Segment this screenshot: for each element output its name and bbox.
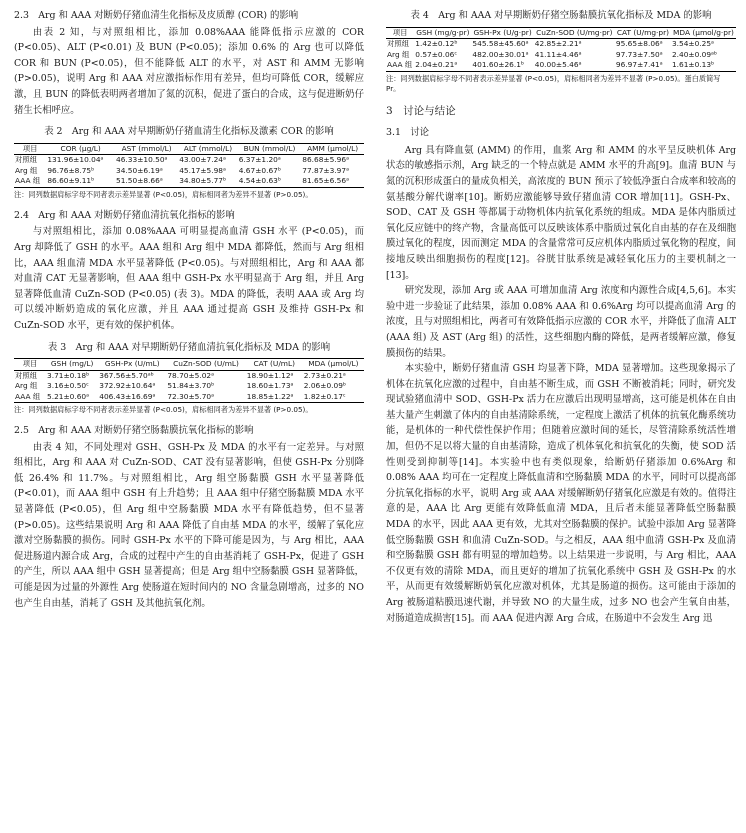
discussion-paragraph: 本实验中，断奶仔猪血清 GSH 均显著下降，MDA 显著增加。这些现象揭示了机体在抗氧化应激的过程中，自由基不断生成，而 GSH 不断被消耗；同时，研究发现试验猪血清中 SOD、GSH-Px 活力在应激后出现明显增高，这可能是机体在自由基大量产生刺激了体内的自由基清除系统，一定程度上激活了机体的抗氧化酶系统功能，是机体的一种代偿性保护作用；但随着应激时间的延长，尽管清除系统活性增加，但仍不足以将大量的自由基清除，造成了机体氧化和抗氧化的失衡，使 SOD 活性则受到抑制等[14]。本实验中也有类似现象，给断奶仔猪添加 0.6%Arg 和 0.08% AAA 均可在一定程度上降低血清和空肠黏膜 MDA 的水平，同时可以提高部分抗氧化指标的水平，说明 Arg 或 AAA 对缓解断奶仔猪氧化应激是有效的。值得注意的是，AAA 比 Arg 更能有效降低血清 MDA，且后者未能显著降低空肠黏膜 MDA 的水平，因此 AAA 更有效，尤其对空肠黏膜的保护。试验中添加 Arg 显著降低空肠黏膜 GSH 和血清 CuZn-SOD。与之相反，AAA 组中血清 GSH-Px 及血清和空肠黏膜 GSH 都有明显的增加趋势。以上结果进一步说明，与 Arg 相比，AAA 不仅更有效的清除 MDA，而且更好的增加了抗氧化系统中 GSH 及 GSH-Px 的水平，从而更有效缓解断奶氧化应激对机体，尤其是肠道的损伤。这可能由于添加的 Arg 被肠道粘膜迅速代谢，并导致 NO 的大量生成，过多 NO 也会产生氧自由基，对肠道造成损害[15]。而 AAA 促进内源 Arg 合成，在肠道中不会发生 Arg 迅	[386, 363, 736, 624]
table-4-caption: 表 4 Arg 和 AAA 对早期断奶仔猪空肠黏膜抗氧化指标及 MDA 的影响	[410, 10, 712, 21]
table-4-note: 注：同列数据肩标字母不同者表示差异显著 (P<0.05)，肩标相同者为差异不显著 (P>0.05)。蛋白质简写 Pr。	[386, 73, 721, 93]
table-row	[14, 155, 364, 166]
table-row	[386, 60, 736, 71]
table-cell: 4.67±0.67ᵇ	[238, 165, 282, 175]
table-cell: Arg 组	[387, 49, 410, 59]
table-4-header: GSH (mg/g·pr)	[416, 27, 470, 37]
table-cell: 2.04±0.21ᵃ	[414, 60, 471, 71]
table-4-header: GSH-Px (U/g·pr)	[471, 27, 533, 39]
table-cell: 72.30±5.70ᵃ	[166, 392, 245, 403]
table-cell: 51.84±3.70ᵇ	[167, 381, 215, 391]
table-cell: 18.90±1.12ᵃ	[246, 370, 294, 380]
table-cell: 96.76±8.75ᵇ	[47, 165, 95, 175]
table-cell: 40.00±5.46ᵃ	[534, 60, 615, 71]
table-3-header: GSH (mg/L)	[46, 359, 98, 371]
table-cell: 18.85±1.22ᵃ	[246, 392, 303, 403]
table-3-caption: 表 3 Arg 和 AAA 对早期断奶仔猪血清抗氧化指标及 MDA 的影响	[47, 341, 331, 353]
table-cell: 5.21±0.60ᵃ	[46, 392, 98, 403]
table-row	[14, 381, 364, 392]
section-2-5-paragraph: 由表 4 知，不同处理对 GSH、GSH-Px 及 MDA 的水平有一定差异。与对照组相比，Arg 和 AAA 对 CuZn-SOD、CAT 没有显著影响，但使 GSH-Px 分别降低 26.4% 和 11.7%。与对照组相比，Arg 组空肠黏膜 GSH 水平显著降低 (P<0.01)，而 AAA 组中 GSH 有上升趋势；且 AAA 组中仔猪空肠黏膜 MDA 水平显著降低 (P<0.05)，但 Arg 组中空肠黏膜 MDA 水平有降低趋势，但不显著 (P>0.05)。这些结果说明 Arg 和 AAA 降低了自由基 MDA 的水平，缓解了氧化应激对空肠黏膜的损伤。同时 GSH-Px 水平的下降可能是因为，与 Arg 相比，AAA 促进肠道内源合成 Arg，合成的过程中产生的自由基消耗了 GSH-Px，促进了 GSH 的产生，所以 AAA 组中 GSH 显著提高；但是 Arg 组中空肠黏膜 GSH 显著降低，可能是因为过量的外源性 Arg 使肠道在短时间内的 NO 含量急剧增高，过多的 NO 也产生自由基，消耗了 GSH 及其他抗氧化剂。	[14, 441, 364, 609]
table-cell: AAA 组	[14, 392, 46, 403]
table-row	[14, 392, 364, 403]
table-cell: 对照组	[15, 370, 38, 380]
table-cell: 2.06±0.09ᵇ	[303, 381, 347, 391]
right-column	[386, 8, 736, 626]
table-cell: 对照组	[15, 155, 38, 165]
table-cell: 6.37±1.20ᵃ	[238, 155, 281, 165]
table-4-header: CAT (U/mg·pr)	[616, 27, 669, 37]
section-3-heading: 3 讨论与结论	[386, 104, 456, 117]
table-2-header: AST (mmol/L)	[115, 143, 178, 155]
table-cell: Arg 组	[15, 165, 38, 175]
table-cell: 2.40±0.09ᵃᵇ	[671, 49, 718, 59]
table-cell: 97.73±7.50ᵃ	[615, 49, 663, 59]
table-cell: 1.82±0.17ᶜ	[303, 392, 364, 403]
table-3-note: 注：同列数据肩标字母不同者表示差异显著 (P<0.05)，肩标相同者为差异不显著 (P>0.05)。	[14, 405, 313, 415]
table-4-header: 项目	[386, 27, 414, 39]
discussion-paragraph: Arg 具有降血氨 (AMM) 的作用，血浆 Arg 和 AMM 的水平呈反映机体 Arg 状态的敏感指示剂，Arg 缺乏的一个特点就是 AMM 水平的升高[9]。血清 BUN 与氮的沉积形成蛋白的量成负相关，高浓度的 BUN 预示了较低净蛋白合成率和较高的氨基酸分解代谢率[10]。断奶应激能够导致仔猪血清 COR 增加[11]。GSH-Px、SOD、CAT 及 GSH 等都属于动物机体内抗氧化系统的组成。MDA 是体内脂质过氧化反应链中的终产物，含量高低可以反映该体系中脂质过氧化自由基的存在及细胞膜过氧化的程度，因而测定 MDA 的含量常常可反应机体内脂质过氧化物的程度，间接地反映出细胞损伤的程度[12]。谷胱甘肽系统是减轻氧化压力的主要机制之一[13]。	[386, 144, 736, 281]
section-2-4-paragraph: 与对照组相比，添加 0.08%AAA 可明显提高血清 GSH 水平 (P<0.05)，而 Arg 却降低了 GSH 的水平。AAA 组和 Arg 组中 MDA 都降低，然而与 Arg 组相比，AAA 组血清 MDA 水平显著降低 (P<0.05)。与对照组相比，Arg 和 AAA 都对血清 CAT 无显著影响，但 AAA 组中 GSH-Px 水平明显高于 Arg 组，并且 Arg 显著降低血清 CuZn-SOD (P<0.05) (表 3)。MDA 的降低，表明 AAA 或 Arg 均可以缓冲断奶造成的氧化应激，并且 AAA 通过提高 GSH 及维持 GSH-Px 和 CuZn-SOD 水平，更有效的保护机体。	[14, 226, 364, 331]
section-2-4-heading: 2.4 Arg 和 AAA 对断奶仔猪血清抗氧化指标的影响	[14, 209, 235, 221]
table-cell: Arg 组	[15, 381, 38, 391]
table-cell: 77.87±3.97ᵃ	[302, 165, 349, 175]
table-cell: 86.60±9.11ᵇ	[46, 176, 115, 187]
table-cell: 42.85±2.21ᵃ	[534, 39, 582, 49]
table-cell: 372.92±10.64ᵃ	[99, 381, 156, 391]
table-row	[14, 176, 364, 187]
discussion-paragraph: 研究发现，添加 Arg 或 AAA 可增加血清 Arg 浓度和内源性合成[4,5,6]。本实验中进一步验证了此结果，添加 0.08% AAA 和 0.6%Arg 均可以提高血清 Arg 的浓度，且与对照组相比，两者可有效降低指示应激的 COR 水平，并降低了血清 ALT (AAA 组) 及 AST (Arg 组) 的活性，这些细胞内酶的降低，是两者缓解应激，修复膜损伤的结果。	[386, 285, 736, 359]
table-4	[386, 27, 736, 72]
table-3-header: 项目	[14, 359, 46, 371]
table-4-header: MDA (μmol/g·pr)	[671, 27, 736, 39]
table-cell: 34.80±5.77ᵇ	[178, 176, 238, 187]
table-cell: 401.60±26.1ᵇ	[471, 60, 533, 71]
table-cell: 4.54±0.63ᵇ	[238, 176, 302, 187]
section-2-3-heading: 2.3 Arg 和 AAA 对断奶仔猪血清生化指标及皮质醇 (COR) 的影响	[14, 10, 299, 21]
table-4-header: CuZn-SOD (U/mg·pr)	[534, 27, 615, 39]
table-cell: AAA 组	[387, 60, 413, 70]
table-cell: 3.54±0.25ᵃ	[671, 39, 714, 49]
table-cell: 545.58±45.60ᵃ	[472, 39, 529, 49]
table-cell: 367.56±5.70ᵃᵇ	[99, 370, 154, 380]
table-2-header: BUN (mmol/L)	[238, 143, 302, 155]
table-cell: 45.17±5.98ᵃ	[179, 165, 226, 175]
table-cell: 43.00±7.24ᵃ	[179, 155, 226, 165]
section-3-1-heading: 3.1 讨论	[386, 127, 430, 139]
table-cell: 对照组	[387, 39, 410, 49]
table-cell: 0.57±0.06ᶜ	[415, 49, 458, 59]
table-cell: 96.97±7.41ᵃ	[615, 60, 671, 71]
table-2-header: ALT (mmol/L)	[178, 143, 238, 155]
table-cell: 46.33±10.50ᵃ	[116, 155, 168, 165]
table-2-caption: 表 2 Arg 和 AAA 对早期断奶仔猪血清生化指标及激素 COR 的影响	[44, 126, 334, 138]
table-cell: 1.61±0.13ᵇ	[671, 60, 736, 71]
table-cell: 406.43±16.69ᵃ	[98, 392, 166, 403]
table-cell: 81.65±6.56ᵃ	[301, 176, 364, 187]
table-cell: 86.68±5.96ᵃ	[302, 155, 349, 165]
section-2-5-heading: 2.5 Arg 和 AAA 对断奶仔猪空肠黏膜抗氧化指标的影响	[14, 425, 254, 437]
table-row	[386, 39, 736, 50]
table-3-header: MDA (μmol/L)	[303, 359, 364, 371]
table-2-note: 注：同列数据肩标字母不同者表示差异显著 (P<0.05)，肩标相同者为差异不显著 (P>0.05)。	[14, 189, 313, 199]
table-cell: 78.70±5.02ᵃ	[167, 370, 215, 380]
table-cell: 34.50±6.19ᵃ	[116, 165, 163, 175]
left-column	[14, 8, 364, 611]
table-2-header: COR (μg/L)	[46, 143, 115, 155]
table-3-header: GSH-Px (U/mL)	[98, 359, 166, 371]
table-cell: 18.60±1.73ᵃ	[246, 381, 294, 391]
table-2-header: 项目	[14, 143, 46, 155]
table-row	[386, 50, 736, 61]
table-row	[14, 166, 364, 177]
table-cell: 3.16±0.50ᶜ	[47, 381, 89, 391]
section-2-3-paragraph: 由表 2 知，与对照组相比，添加 0.08%AAA 能降低指示应激的 COR (P<0.05)、ALT (P<0.01) 及 BUN (P<0.05)；添加 0.6% 的 Arg 也可以降低 COR 和 BUN (P<0.05)，但不能降低 ALT 的水平，对 AST 和 AMM 无影响 (P>0.05)，说明 Arg 和 AAA 对应激指标作用有差异，但均可降低 COR，缓解应激，且 BUN 的降低表明两者增加了氮的沉积，促进了蛋白的合成，这与促进断奶仔猪生长相呼应。	[14, 26, 364, 116]
table-3-header: CAT (U/mL)	[246, 359, 303, 371]
table-2	[14, 143, 364, 188]
table-cell: 41.11±4.46ᵃ	[534, 49, 582, 59]
table-3	[14, 358, 364, 403]
table-cell: 1.42±0.12ᵇ	[415, 39, 458, 49]
table-cell: 51.50±8.66ᵃ	[115, 176, 178, 187]
table-cell: 95.65±8.06ᵃ	[615, 39, 663, 49]
table-cell: 3.71±0.18ᵇ	[47, 370, 90, 380]
table-2-header: AMM (μmol/L)	[301, 143, 364, 155]
table-cell: 2.73±0.21ᵃ	[303, 370, 346, 380]
table-cell: AAA 组	[14, 176, 46, 187]
table-row	[14, 370, 364, 381]
table-3-header: CuZn-SOD (U/mL)	[166, 359, 245, 371]
table-cell: 482.00±30.01ᵃ	[472, 49, 529, 59]
table-cell: 131.96±10.04ᵃ	[47, 155, 104, 165]
